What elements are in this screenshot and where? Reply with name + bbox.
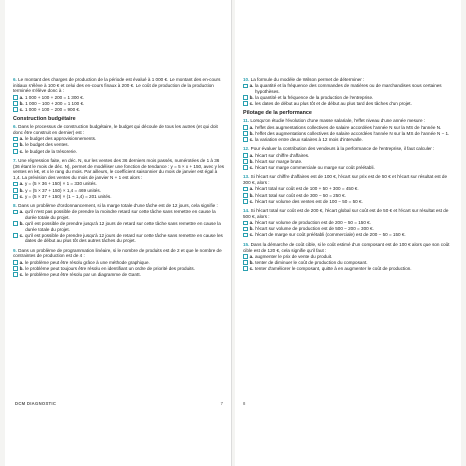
option-text: qu'il est possible de prendre jusqu'à 12 jours de retard sur cette tâche sans remettre en cause la durée totale du projet. (25, 221, 221, 232)
checkbox[interactable] (243, 131, 248, 136)
option-text: le problème peut être résolu par un diagramme de Gantt. (24, 271, 141, 277)
question-number: 6. (13, 77, 17, 82)
question (243, 77, 455, 106)
question-text: Lorsqu'on étudie l'évolution d'une masse salariale, l'effet niveau d'une année mesure : (250, 118, 426, 124)
question-text: Pour évaluer la contribution des vendeurs à la performance de l'entreprise, il faut calculer : (250, 146, 435, 152)
option-text: tenter d'améliorer le composant, quitte à en augmenter le coût de production. (254, 266, 412, 272)
option-text: l'écart sur volume des ventes est de 100 − 50 = 50 €. (254, 198, 363, 204)
question-stem (13, 203, 225, 209)
option-text: y = (5 × 37 + 150) × (1 − 1,4) = 201 unités. (24, 193, 112, 199)
option-text: tenter de diminuer le coût de production du composant. (255, 259, 368, 265)
question (243, 174, 455, 204)
question-number: 13. (243, 174, 250, 180)
question-stem (13, 248, 225, 259)
question-stem (243, 146, 455, 152)
option-letter: b. (19, 142, 24, 148)
option-letter: c. (249, 266, 254, 272)
option-text: l'écart total sur coût est de 100 + 50 + 300 = 450 €. (254, 186, 359, 192)
answer-option[interactable] (13, 136, 225, 142)
option-text: qu'il n'est pas possible de prendre la moindre retard sur cette tâche sans remettre en cause la durée totale du projet. (24, 209, 216, 220)
checkbox[interactable] (243, 165, 248, 170)
option-text: l'effet des augmentations collectives de salaire accordées l'année N sur la MS de l'année N. (254, 124, 442, 130)
option-letter: a. (249, 124, 254, 130)
option-text: 1 000 + 100 − 200 = 900 €. (24, 106, 81, 112)
question (243, 118, 455, 142)
question-text: Une régression faite, en déc. N, sur les ventes des 36 derniers mois passés, numérotées de 1 à 36 (36 étant le mois de déc. N), permet de modéliser une fonction de tendance : y = 5 × x + 150, avec y les ventes en k€, et x le rang du mois. Par ailleurs, le coefficient saisonnier du mois de janvier est égal à 1,4. La prévision des ventes du mois de janvier N + 1 est alors : (13, 158, 225, 181)
question-stem (243, 242, 455, 253)
question-number: 8. (13, 203, 17, 209)
option-text: l'effet des augmentations collectives de salaire accordées l'année N sur la MS de l'année N − 1. (255, 130, 450, 136)
option-letter: c. (249, 136, 254, 142)
option-text: 1 000 + 100 + 200 = 1 300 €. (24, 94, 85, 100)
question-text: Dans le processus de construction budgétaire, le budget qui découle de tous les autres (et qui doit donc être construit en dernier) est : (13, 124, 218, 136)
option-text: qu'il est possible de prendre jusqu'à 12 jours de retard sur cette tâche sans remettre en cause les dates de début au plus tôt des autres tâches du projet. (24, 232, 223, 244)
option-letter: a. (19, 136, 24, 142)
question-number: 12. (243, 146, 250, 152)
option-text: y = (5 × 36 + 150) × 1 = 330 unités. (24, 181, 97, 187)
answer-option[interactable] (13, 107, 225, 113)
checkbox[interactable] (243, 260, 248, 265)
question-stem (13, 158, 225, 181)
checkbox[interactable] (13, 188, 18, 193)
answer-option[interactable] (243, 186, 455, 192)
option-letter: b. (249, 94, 254, 100)
question-text: Dans la démarche de coût cible, si le coût estimé d'un composant est de 100 € alors que son coût cible est de 120 €, cela signifie qu'il faut : (243, 241, 450, 253)
answer-option[interactable] (243, 95, 455, 101)
option-letter: c. (19, 193, 24, 199)
answer-option[interactable] (13, 266, 225, 272)
checkbox[interactable] (243, 254, 248, 259)
answer-option[interactable] (13, 221, 225, 232)
question-text: Dans un problème d'ordonnancement, si la marge totale d'une tâche est de 12 jours, cela signifie : (18, 203, 218, 209)
checkbox[interactable] (243, 221, 248, 226)
option-letter: b. (249, 158, 254, 164)
option-letter: b. (249, 130, 254, 136)
answer-option[interactable] (13, 188, 225, 194)
question-text: Si l'écart sur chiffre d'affaires est de 100 €, l'écart sur prix est de 50 € et l'écart sur résultat est de 300 €, alors : (243, 174, 448, 186)
question-number: 11. (243, 118, 250, 124)
checkbox[interactable] (243, 84, 248, 89)
checkbox[interactable] (13, 143, 18, 148)
option-letter: c. (19, 271, 24, 277)
question-stem (13, 124, 225, 135)
option-text: les dates de début au plus tôt et de début au plus tard des tâches d'un projet. (254, 100, 412, 106)
answer-option[interactable] (243, 165, 455, 171)
option-letter: c. (249, 100, 254, 106)
checkbox[interactable] (13, 149, 18, 154)
answer-option[interactable] (243, 199, 455, 205)
answer-option[interactable] (243, 193, 455, 199)
option-letter: b. (249, 192, 254, 198)
option-text: le budget des ventes. (25, 142, 69, 148)
option-letter: c. (249, 198, 254, 204)
question-stem (13, 77, 225, 94)
option-text: augmenter le prix de vente du produit. (254, 253, 333, 259)
answer-option[interactable] (243, 232, 455, 238)
answer-option[interactable] (243, 137, 455, 143)
question-stem (243, 174, 455, 185)
left-page (5, 0, 231, 466)
right-page (235, 0, 461, 466)
option-letter: c. (19, 106, 24, 112)
question (243, 242, 455, 272)
checkbox[interactable] (13, 182, 18, 187)
option-text: l'écart sur marge commerciale ou marge sur coût préétabli. (254, 164, 375, 170)
answer-option[interactable] (13, 260, 225, 266)
left-page-content (13, 77, 225, 281)
option-text: l'écart total sur coût est de 300 − 50 = 250 €. (255, 192, 346, 198)
option-text: le budget des approvisionnements. (24, 136, 97, 142)
option-text: la quantité et la fréquence des commandes de matières ou de marchandises sous certaines hypothèses. (254, 83, 442, 94)
option-text: y = (5 × 37 + 150) × 1,4 = 469 unités. (25, 187, 101, 193)
question-stem (243, 77, 455, 83)
question-text: Le montant des charges de production de la période est évalué à 1 000 €. Le montant des en-cours initiaux s'élève à 100 € et celui des en-cours finaux à 200 €. Le coût de production de la production terminée s'élève donc à : (13, 77, 221, 94)
answer-option[interactable] (243, 131, 455, 137)
page-number-left: 7 (220, 401, 223, 406)
question-stem (243, 118, 455, 124)
footer-brand: DCM DIAGNOSTIC (15, 401, 57, 406)
question (13, 203, 225, 243)
option-letter: a. (19, 94, 24, 100)
answer-option[interactable] (243, 101, 455, 107)
option-letter: b. (19, 187, 24, 193)
question-text: Dans un problème de programmation linéaire, si le nombre de produits est de 2 et que le nombre de contraintes de production est de 4 : (13, 247, 222, 259)
option-letter: a. (19, 181, 24, 187)
option-text: la quantité et la fréquence de la production de l'entreprise. (255, 94, 374, 100)
option-text: l'écart sur marge brute. (255, 158, 303, 164)
section-heading: Construction budgétaire (13, 116, 76, 123)
question-number: 6. (13, 124, 17, 130)
answer-option[interactable] (13, 181, 225, 187)
answer-option[interactable] (243, 153, 455, 159)
section-heading: Pilotage de la performance (243, 110, 312, 117)
checkbox[interactable] (13, 233, 18, 238)
option-letter: a. (249, 186, 254, 192)
answer-option[interactable] (243, 266, 455, 272)
option-letter: a. (19, 209, 24, 215)
question-number: 9. (13, 247, 17, 253)
option-text: l'écart sur volume de production est de 500 − 200 = 300 €. (255, 226, 374, 232)
option-letter: b. (249, 226, 254, 232)
answer-option[interactable] (13, 95, 225, 101)
option-letter: b. (19, 100, 24, 106)
answer-option[interactable] (13, 272, 225, 278)
answer-option[interactable] (243, 254, 455, 260)
checkbox[interactable] (13, 194, 18, 199)
answer-option[interactable] (13, 142, 225, 148)
option-text: 1 000 − 100 + 200 = 1 100 €. (25, 100, 85, 106)
answer-option[interactable] (243, 260, 455, 266)
question-number: 7. (13, 158, 17, 164)
answer-option[interactable] (13, 101, 225, 107)
option-letter: b. (249, 259, 254, 265)
answer-option[interactable] (243, 159, 455, 165)
option-letter: c. (249, 164, 254, 170)
question (243, 146, 455, 170)
checkbox[interactable] (243, 233, 248, 238)
answer-option[interactable] (243, 220, 455, 226)
option-letter: a. (19, 259, 24, 265)
checkbox[interactable] (13, 266, 18, 271)
answer-option[interactable] (243, 83, 455, 94)
question-number: 10. (243, 77, 250, 82)
answer-option[interactable] (13, 194, 225, 200)
option-letter: a. (249, 220, 254, 226)
page-number-right: 8 (243, 401, 246, 406)
option-text: le problème peut être résolu grâce à une méthode graphique. (24, 259, 150, 265)
option-text: l'écart de marge sur coût préétabli (commerciale) est de 200 − 50 = 150 €. (254, 232, 406, 238)
question (13, 158, 225, 199)
answer-option[interactable] (13, 149, 225, 155)
option-letter: c. (19, 232, 24, 238)
checkbox[interactable] (13, 137, 18, 142)
checkbox[interactable] (13, 272, 18, 277)
checkbox[interactable] (13, 221, 18, 226)
checkbox[interactable] (13, 107, 18, 112)
option-letter: a. (249, 83, 254, 89)
gutter-divider (231, 0, 232, 466)
option-text: l'écart sur volume de production est de 200 − 50 = 150 €. (254, 220, 371, 226)
checkbox[interactable] (243, 153, 248, 158)
checkbox[interactable] (13, 95, 18, 100)
question-number: 14. (243, 208, 250, 214)
checkbox[interactable] (243, 159, 248, 164)
option-letter: c. (19, 148, 24, 154)
answer-option[interactable] (243, 226, 455, 232)
option-letter: b. (19, 265, 24, 271)
checkbox[interactable] (13, 260, 18, 265)
option-text: la variation entre deux salaires à 12 mois d'intervalle. (254, 136, 363, 142)
checkbox[interactable] (13, 101, 18, 106)
option-text: le problème peut toujours être résolu en identifiant un ordre de priorité des produits. (25, 265, 196, 271)
checkbox[interactable] (243, 187, 248, 192)
checkbox[interactable] (243, 227, 248, 232)
option-letter: a. (249, 253, 254, 259)
answer-option[interactable] (243, 125, 455, 131)
checkbox[interactable] (243, 137, 248, 142)
checkbox[interactable] (243, 101, 248, 106)
question (243, 208, 455, 238)
checkbox[interactable] (13, 210, 18, 215)
question-text: La formule du modèle de Wilson permet de déterminer : (250, 77, 365, 82)
question-number: 15. (243, 241, 250, 247)
answer-option[interactable] (13, 209, 225, 220)
option-letter: a. (249, 152, 254, 158)
question-stem (243, 208, 455, 219)
checkbox[interactable] (243, 199, 248, 204)
question-text: Si l'écart total sur coût est de 200 €, l'écart global sur coût est de 50 € et l'écart sur résultat est de 500 €, alors : (243, 208, 449, 219)
question (13, 124, 225, 154)
option-text: le budget de la trésorerie. (24, 148, 78, 154)
option-letter: c. (249, 232, 254, 238)
right-page-content (243, 77, 455, 276)
checkbox[interactable] (243, 193, 248, 198)
checkbox[interactable] (243, 95, 248, 100)
answer-option[interactable] (13, 233, 225, 244)
checkbox[interactable] (243, 266, 248, 271)
question (13, 77, 225, 112)
checkbox[interactable] (243, 125, 248, 130)
option-text: l'écart sur chiffre d'affaires. (254, 152, 310, 158)
option-letter: b. (19, 221, 24, 227)
question (13, 248, 225, 278)
